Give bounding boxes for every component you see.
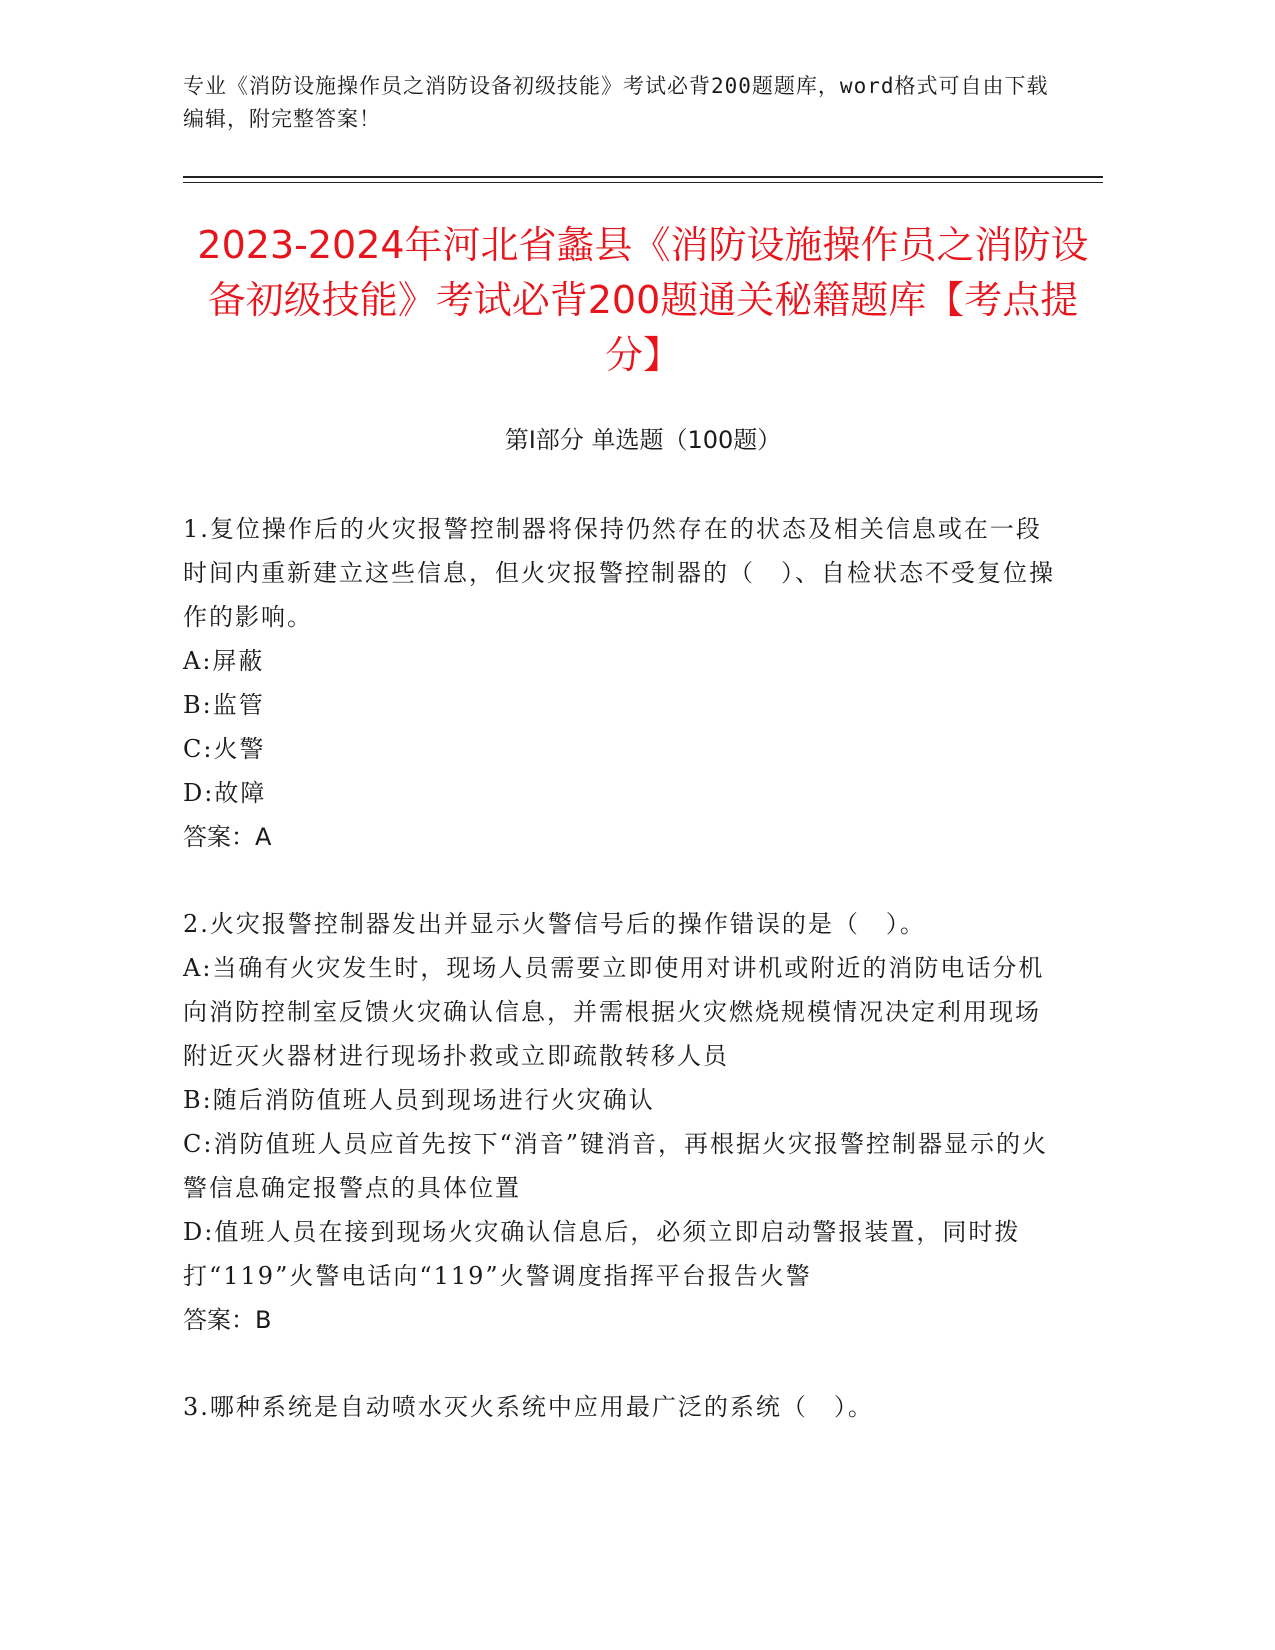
option-b: B:随后消防值班人员到现场进行火灾确认 bbox=[183, 1086, 655, 1114]
question-stem: 1.复位操作后的火灾报警控制器将保持仍然存在的状态及相关信息或在一段时间内重新建立这些信息，但火灾报警控制器的（ ）、自检状态不受复位操作的影响。 bbox=[183, 515, 1055, 631]
header-rule-thick bbox=[183, 176, 1103, 178]
option-d: D:故障 bbox=[183, 779, 267, 807]
question-3 bbox=[183, 1385, 1063, 1429]
question-stem: 3.哪种系统是自动喷水灭火系统中应用最广泛的系统（ ）。 bbox=[183, 1393, 874, 1421]
answer: 答案：A bbox=[183, 823, 272, 851]
question-2 bbox=[183, 902, 1063, 1342]
option-a: A:当确有火灾发生时，现场人员需要立即使用对讲机或附近的消防电话分机向消防控制室反馈火灾确认信息，并需根据火灾燃烧规模情况决定利用现场附近灭火器材进行现场扑救或立即疏散转移人员 bbox=[183, 954, 1045, 1070]
section-title: 第Ⅰ部分 单选题（100题） bbox=[504, 426, 782, 454]
answer: 答案：B bbox=[183, 1306, 272, 1334]
question-list bbox=[183, 507, 1063, 1472]
option-c: C:火警 bbox=[183, 735, 266, 763]
question-stem: 2.火灾报警控制器发出并显示火警信号后的操作错误的是（ ）。 bbox=[183, 910, 926, 938]
question-1 bbox=[183, 507, 1063, 859]
document-title: 2023-2024年河北省蠡县《消防设施操作员之消防设备初级技能》考试必背200题通关秘籍题库【考点提分】 bbox=[197, 223, 1089, 377]
header-note: 专业《消防设施操作员之消防设备初级技能》考试必背200题题库，word格式可自由下载编辑，附完整答案！ bbox=[183, 74, 1049, 131]
option-d: D:值班人员在接到现场火灾确认信息后，必须立即启动警报装置，同时拨打“119”火警电话向“119”火警调度指挥平台报告火警 bbox=[183, 1218, 1021, 1290]
option-a: A:屏蔽 bbox=[183, 647, 265, 675]
option-c: C:消防值班人员应首先按下“消音”键消音，再根据火灾报警控制器显示的火警信息确定报警点的具体位置 bbox=[183, 1130, 1048, 1202]
header-rule-thin bbox=[183, 182, 1103, 183]
option-b: B:监管 bbox=[183, 691, 265, 719]
